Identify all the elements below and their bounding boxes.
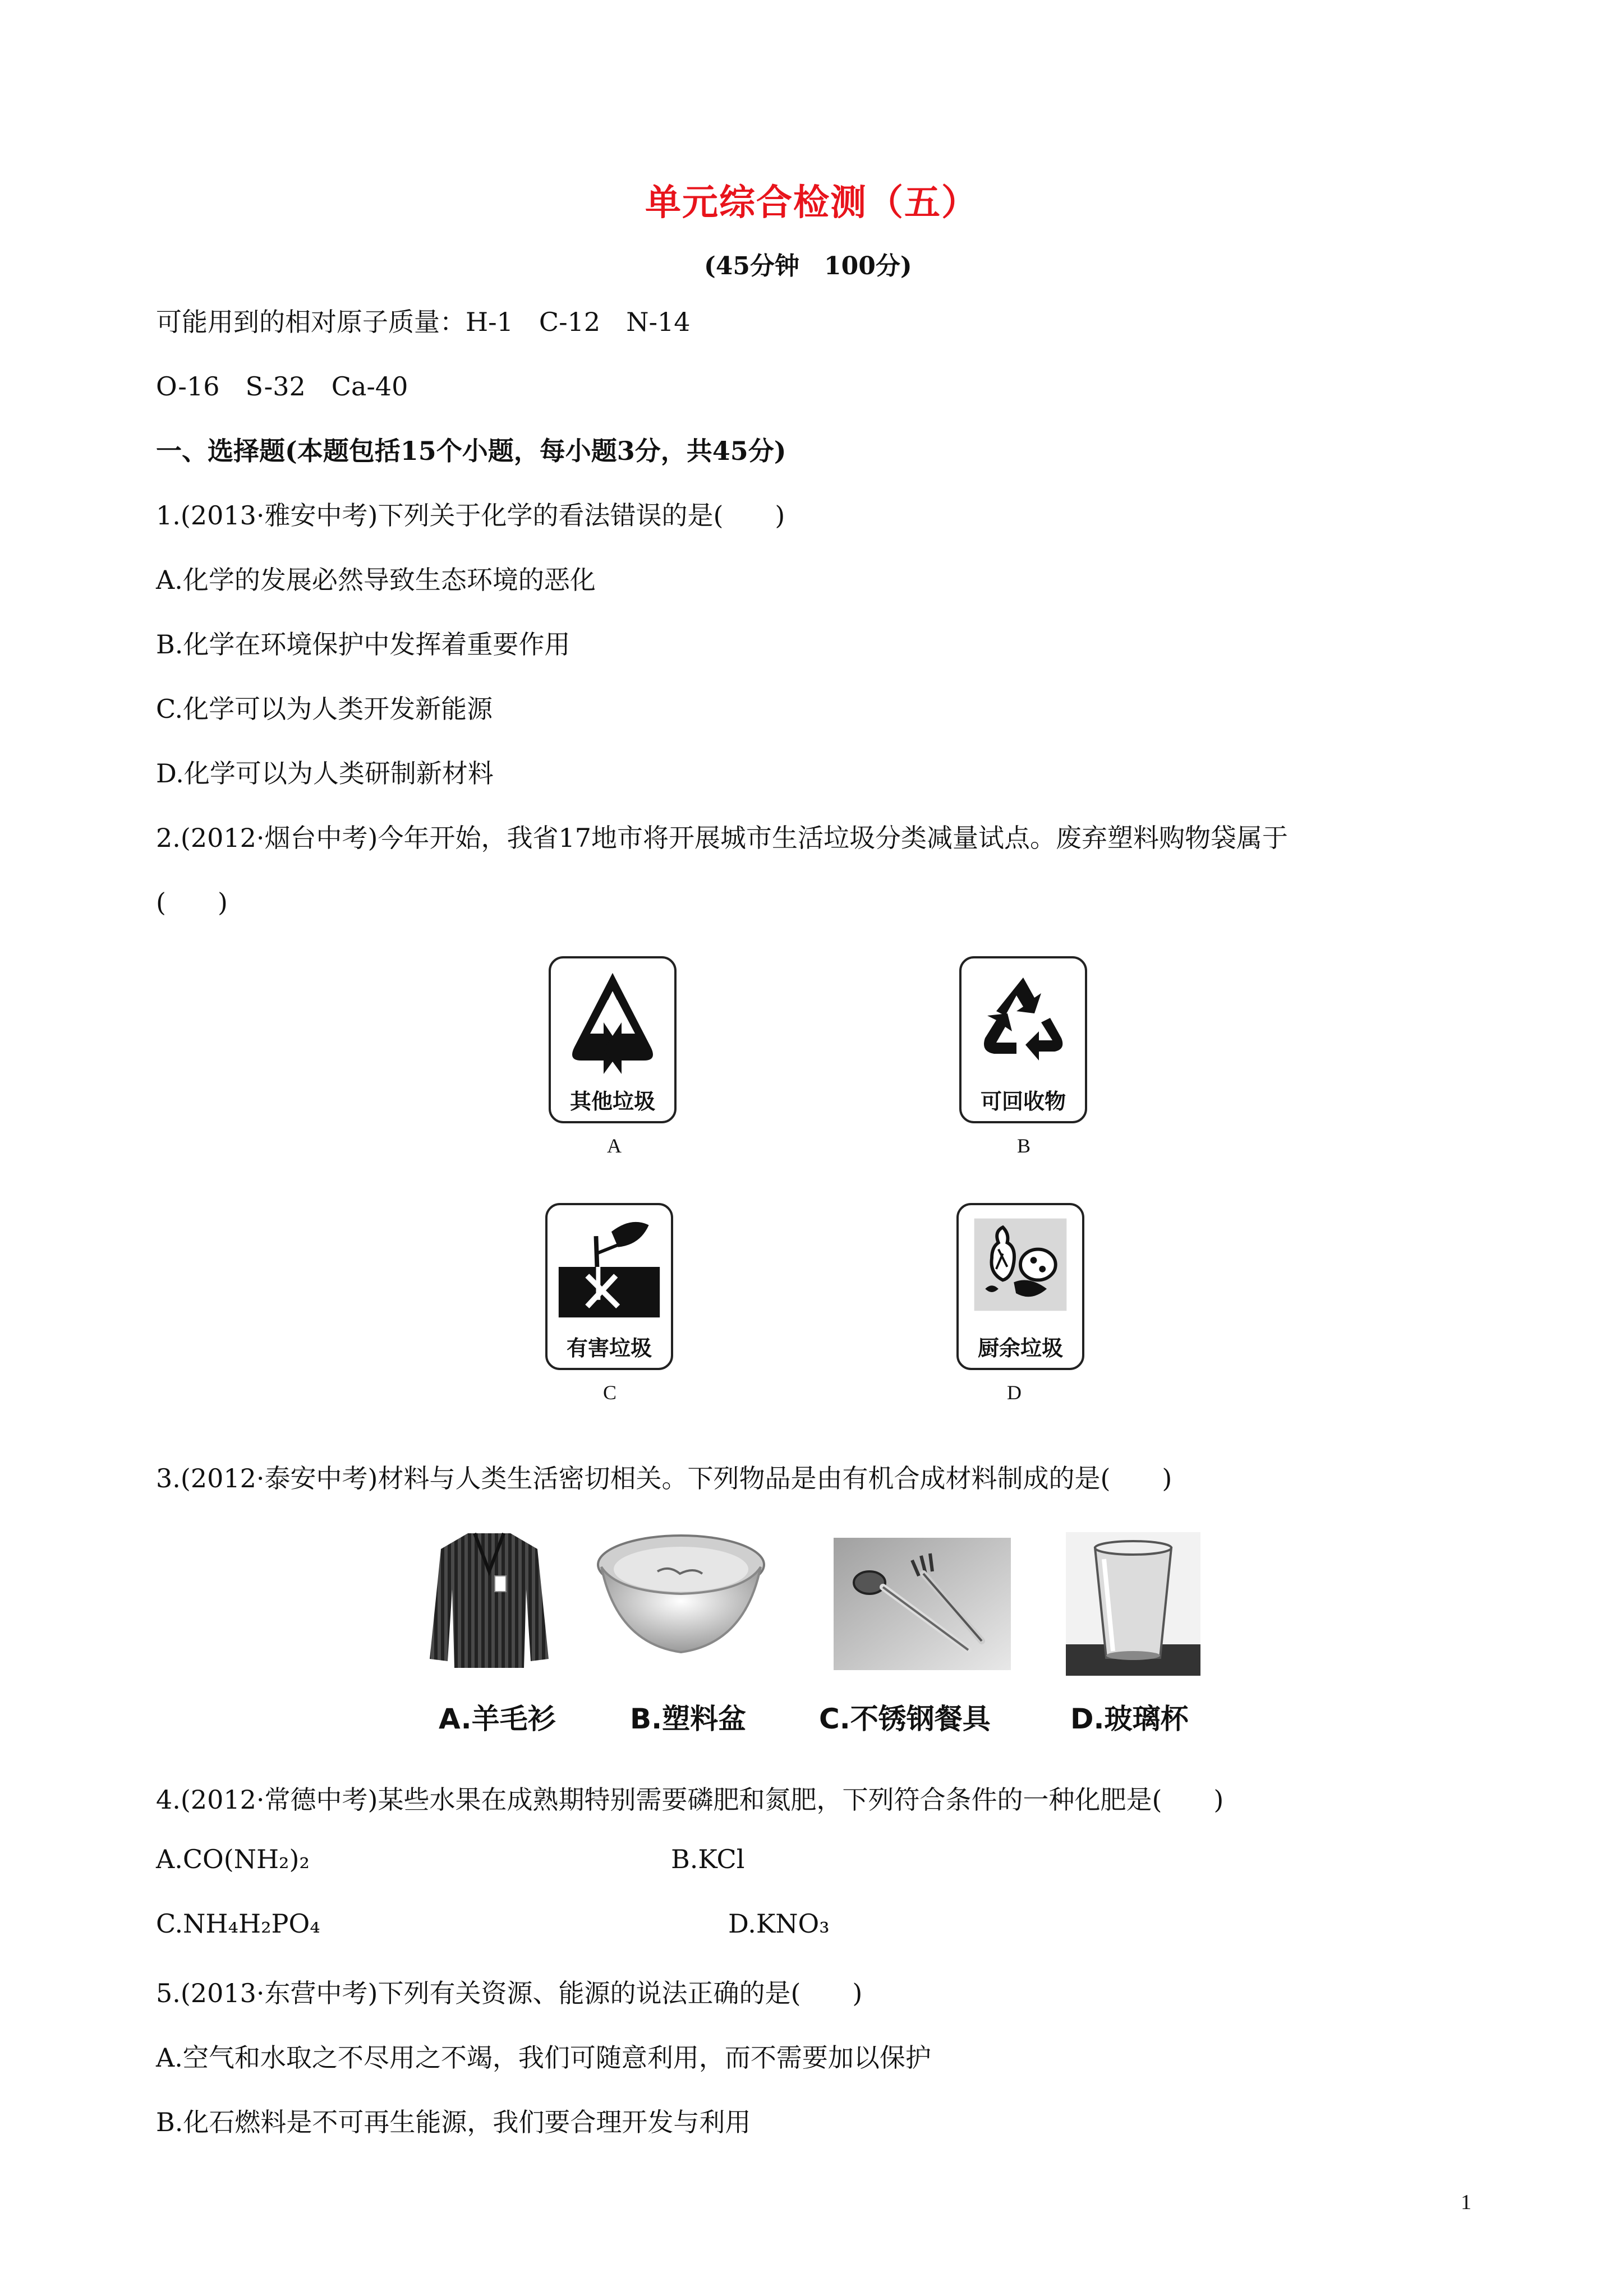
bin-letter-a: A xyxy=(607,1135,622,1157)
bin-hazardous xyxy=(545,1203,673,1370)
item-caption-a: A.羊毛衫 xyxy=(439,1703,556,1735)
hazardous-waste-icon xyxy=(554,1212,664,1322)
glass-cup-image xyxy=(1066,1532,1200,1676)
question-1-option-c: C.化学可以为人类开发新能源 xyxy=(156,694,493,724)
bin-label: 有害垃圾 xyxy=(566,1336,652,1361)
question-5-stem: 5.(2013·东营中考)下列有关资源、能源的说法正确的是( ) xyxy=(156,1978,863,2008)
bin-other-waste xyxy=(549,956,677,1123)
bin-recyclable xyxy=(959,956,1087,1123)
question-2-stem-cont: ( ) xyxy=(156,887,228,918)
other-waste-icon xyxy=(556,966,669,1078)
question-5-option-a: A.空气和水取之不尽用之不竭，我们可随意利用，而不需要加以保护 xyxy=(156,2043,931,2073)
bin-label: 可回收物 xyxy=(980,1089,1066,1114)
item-caption-b: B.塑料盆 xyxy=(630,1703,747,1735)
question-5-option-b: B.化石燃料是不可再生能源，我们要合理开发与利用 xyxy=(156,2107,751,2137)
page-title: 单元综合检测（五） xyxy=(645,182,978,224)
question-4-option-d: D.KNO₃ xyxy=(728,1908,830,1939)
bin-kitchen xyxy=(956,1203,1084,1370)
question-4-option-b: B.KCl xyxy=(671,1844,745,1874)
bin-letter-c: C xyxy=(603,1381,617,1404)
bin-letter-b: B xyxy=(1017,1135,1031,1157)
bin-label: 厨余垃圾 xyxy=(977,1336,1063,1361)
item-caption-c: C.不锈钢餐具 xyxy=(819,1703,991,1735)
item-caption-d: D.玻璃杯 xyxy=(1070,1703,1189,1735)
atomic-mass-line-2: O-16 S-32 Ca-40 xyxy=(156,371,408,402)
section-heading: 一、选择题(本题包括15个小题，每小题3分，共45分) xyxy=(156,436,786,466)
question-1-option-b: B.化学在环境保护中发挥着重要作用 xyxy=(156,629,571,660)
question-4-option-c: C.NH₄H₂PO₄ xyxy=(156,1908,320,1939)
page-subtitle: (45分钟 100分) xyxy=(704,252,912,280)
recycle-icon xyxy=(967,966,1079,1078)
bin-letter-d: D xyxy=(1007,1381,1022,1404)
bin-label: 其他垃圾 xyxy=(569,1089,655,1114)
plastic-basin-image xyxy=(595,1531,769,1666)
question-1-option-a: A.化学的发展必然导致生态环境的恶化 xyxy=(156,565,596,595)
question-4-option-a: A.CO(NH₂)₂ xyxy=(156,1844,310,1874)
page-number: 1 xyxy=(1461,2191,1471,2214)
question-3-stem: 3.(2012·泰安中考)材料与人类生活密切相关。下列物品是由有机合成材料制成的是( ) xyxy=(156,1463,1172,1493)
atomic-mass-line-1: 可能用到的相对原子质量：H-1 C-12 N-14 xyxy=(156,307,691,337)
question-1-option-d: D.化学可以为人类研制新材料 xyxy=(156,758,494,789)
wool-sweater-image xyxy=(427,1527,551,1672)
question-2-stem: 2.(2012·烟台中考)今年开始，我省17地市将开展城市生活垃圾分类减量试点。废弃塑料购物袋属于 xyxy=(156,823,1289,853)
question-4-stem: 4.(2012·常德中考)某些水果在成熟期特别需要磷肥和氮肥，下列符合条件的一种化肥是( ) xyxy=(156,1785,1224,1815)
stainless-tableware-image xyxy=(834,1538,1011,1670)
kitchen-waste-icon xyxy=(965,1210,1075,1320)
question-1-stem: 1.(2013·雅安中考)下列关于化学的看法错误的是( ) xyxy=(156,500,785,531)
